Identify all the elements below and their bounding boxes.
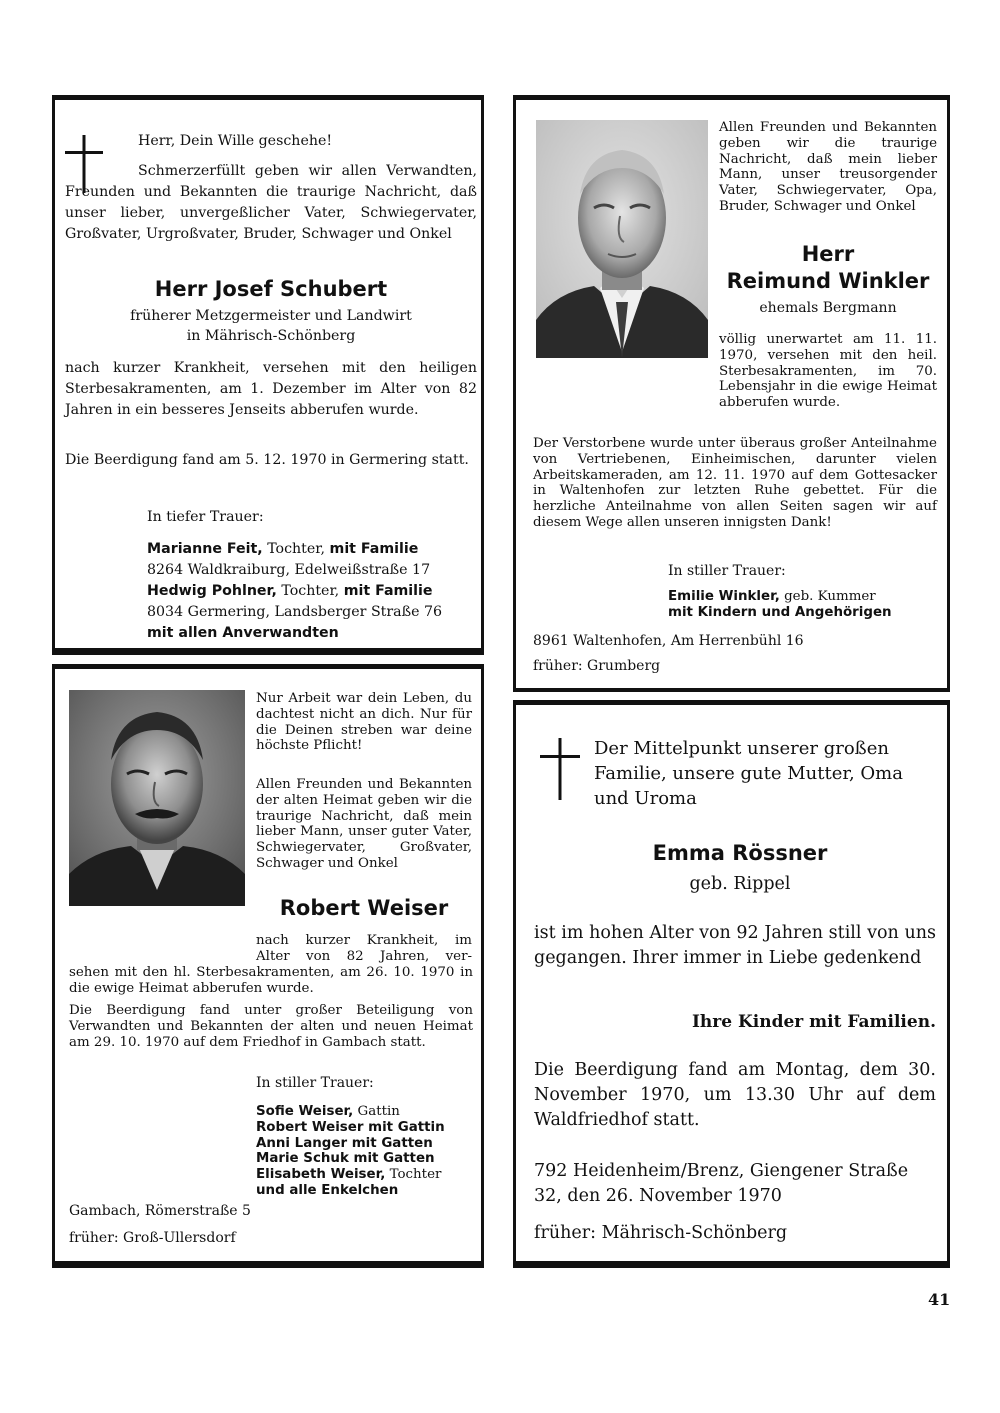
notice-winkler [513, 95, 950, 692]
death-text: völlig unerwartet am 11. 11. 1970, versehen mit den heil. Sterbesakramenten, im 70. Lebensjahr in die ewige Heimat abberufen wurde. [719, 332, 937, 411]
mourner-name: Marie Schuk mit Gatten [256, 1151, 435, 1167]
deceased-name: Herr Josef Schubert [154, 277, 388, 301]
cross-icon [540, 738, 580, 800]
mourner-address: 8034 Germering, Landsberger Straße 76 [147, 604, 443, 620]
funeral-text: Die Beerdigung fand am Montag, dem 30. November 1970, um 13.30 Uhr auf dem Waldfriedhof statt. [534, 1060, 936, 1130]
place: in Mährisch-Schönberg [186, 328, 356, 344]
thanks-text: Der Verstorbene wurde unter überaus großer Anteilnahme von Vertriebenen, Einheimischen, darunter vielen Arbeitskameraden, am 12. 11. 1970 auf dem Gottesacker in Waltenhofen zur letzten Ruhe gebettet. Für die herzliche Anteilnahme von allen Seiten sagen wir auf diesem Wege allen unseren innigsten Dank! [533, 436, 937, 530]
poem-text: Nur Arbeit war dein Leben, du dachtest nicht an dich. Nur für die Deinen streben war deine höchste Pflicht! [256, 691, 472, 754]
mourner-name: Anni Langer mit Gatten [256, 1135, 433, 1151]
notice-schubert [52, 95, 484, 655]
death-text-cont: sehen mit den hl. Sterbesakramenten, am 26. 10. 1970 in die ewige Heimat abberufen wurde. [69, 965, 473, 996]
deceased-title: Herr [801, 242, 855, 266]
deceased-name: Robert Weiser [279, 896, 449, 920]
notice-weiser [52, 664, 484, 1268]
portrait-photo [536, 120, 708, 358]
occupation: früherer Metzgermeister und Landwirt [130, 308, 412, 324]
funeral-text: Die Beerdigung fand am 5. 12. 1970 in Germering statt. [65, 452, 469, 468]
mourner-family: mit Kindern und Angehörigen [668, 605, 892, 620]
address: Gambach, Römerstraße 5 [69, 1203, 251, 1219]
mourner-address: 8264 Waldkraiburg, Edelweißstraße 17 [147, 562, 431, 578]
mourning-label: In tiefer Trauer: [147, 509, 264, 525]
occupation: ehemals Bergmann [759, 300, 897, 316]
signature: Ihre Kinder mit Familien. [691, 1012, 936, 1032]
announcement-text: Schmerzerfüllt geben wir allen Verwandten, Freunden und Bekannten die traurige Nachricht, daß unser lieber, unvergeßlicher Vater, Schwiegervater, Großvater, Urgroßvater, Bruder, Schwager und Onkel [65, 163, 477, 242]
death-text: nach kurzer Krankheit, im Alter von 82 Jahren, ver- [256, 933, 472, 964]
announcement-text: Allen Freunden und Bekannten der alten Heimat geben wir die traurige Nachricht, daß mein lieber Mann, unser guter Vater, Schwiegervater, Großvater, Schwager und Onkel [256, 777, 472, 871]
former-home: früher: Grumberg [533, 658, 661, 674]
former-home: früher: Groß-Ullersdorf [69, 1230, 236, 1246]
mourner-name: mit allen Anverwandten [147, 625, 339, 641]
mourner-name: Elisabeth Weiser, [256, 1167, 386, 1183]
death-text: nach kurzer Krankheit, versehen mit den heiligen Sterbesakramenten, am 1. Dezember im Alter von 82 Jahren in ein besseres Jenseits abberufen wurde. [65, 360, 477, 418]
death-text: ist im hohen Alter von 92 Jahren still von uns gegangen. Ihrer immer in Liebe gedenkend [534, 923, 936, 968]
mourning-label: In stiller Trauer: [668, 563, 786, 579]
intro-text: Herr, Dein Wille geschehe! [138, 133, 333, 149]
address: 792 Heidenheim/Brenz, Giengener Straße 32, den 26. November 1970 [534, 1161, 909, 1206]
mourner-name: Robert Weiser mit Gattin [256, 1119, 445, 1135]
mourners-list: Marianne Feit, Tochter, mit Familie 8264 Waldkraiburg, Edelweißstraße 17 Hedwig Pohlner, Tochter, mit Familie 8034 Germering, Landsberger Straße 76 mit allen Anverwandten [147, 539, 477, 644]
mourner-name: Hedwig Pohlner, [147, 583, 277, 599]
mourning-label: In stiller Trauer: [256, 1075, 374, 1091]
mourner-name: und alle Enkelchen [256, 1182, 399, 1198]
deceased-name: Reimund Winkler [726, 269, 930, 293]
announcement-text: Allen Freunden und Bekannten geben wir die traurige Nachricht, daß mein lieber Mann, unser treusorgender Vater, Schwiegervater, Opa, Bruder, Schwager und Onkel [719, 120, 937, 214]
mourner-name: Marianne Feit, [147, 541, 263, 557]
maiden-name: geb. Rippel [689, 874, 791, 894]
former-home: früher: Mährisch-Schönberg [534, 1223, 788, 1243]
address: 8961 Waltenhofen, Am Herrenbühl 16 [533, 633, 804, 649]
mourners-list: Sofie Weiser, Gattin Robert Weiser mit Gattin Anni Langer mit Gatten Marie Schuk mit Gatten Elisabeth Weiser, Tochter und alle Enkelchen [256, 1104, 476, 1199]
mourner-name: Emilie Winkler, geb. Kummer [668, 589, 876, 604]
notice-roessner [513, 700, 950, 1268]
announcement-text: Der Mittelpunkt unserer großen Familie, unsere gute Mutter, Oma und Uroma [594, 738, 903, 809]
deceased-name: Emma Rössner [652, 841, 828, 865]
page-number: 41 [928, 1290, 951, 1309]
mourner-name: Sofie Weiser, [256, 1104, 354, 1119]
funeral-text: Die Beerdigung fand unter großer Beteiligung von Verwandten und Bekannten der alten und neuen Heimat am 29. 10. 1970 auf dem Friedhof in Gambach statt. [69, 1003, 473, 1050]
portrait-photo [69, 690, 245, 906]
